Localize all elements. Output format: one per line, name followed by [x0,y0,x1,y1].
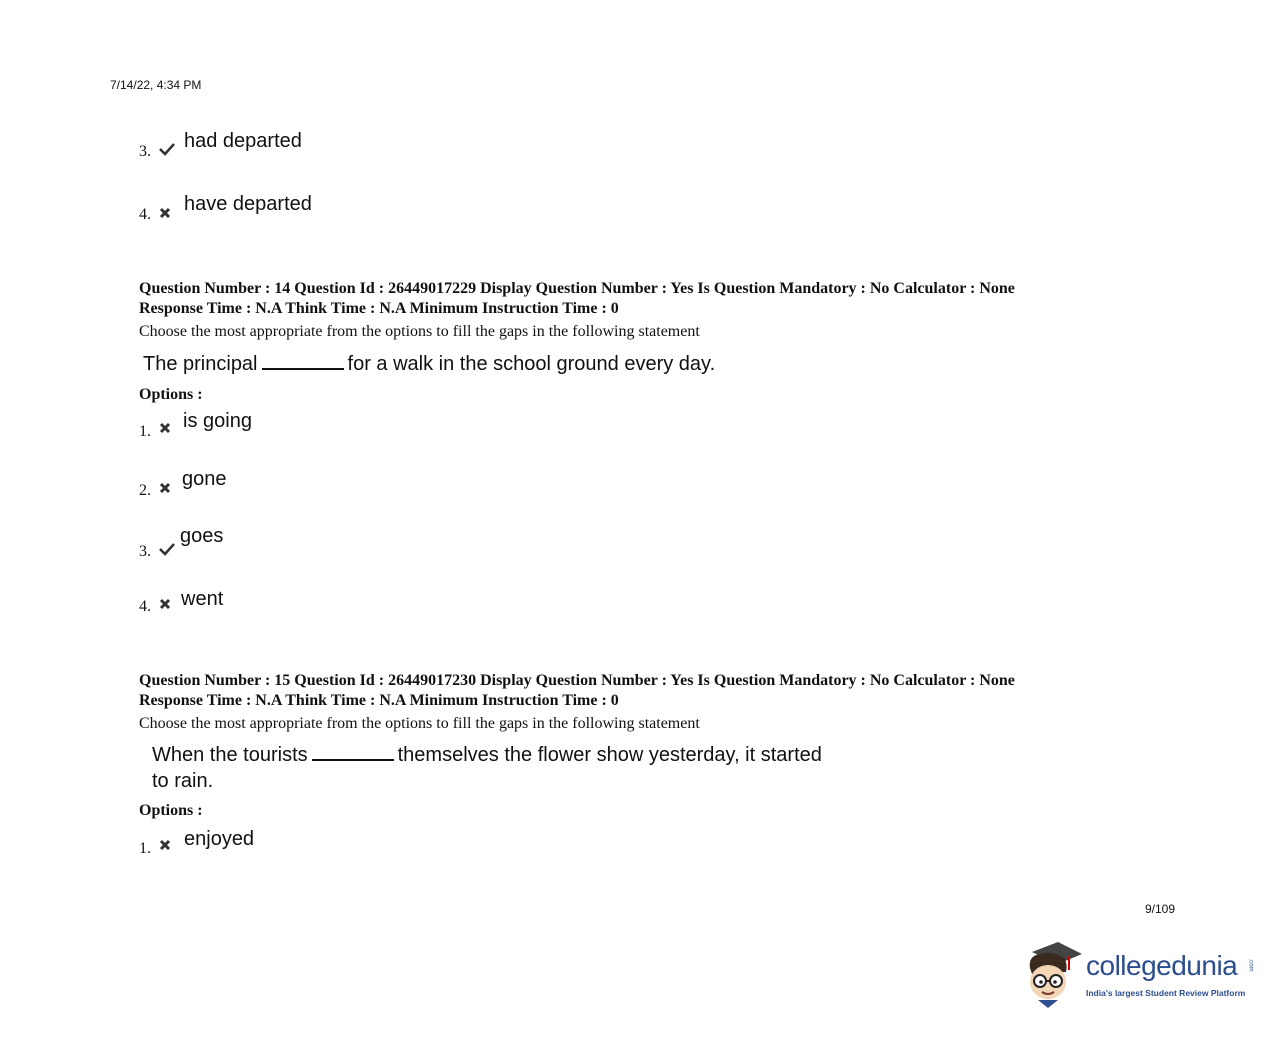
logo-suffix: .com [1247,958,1254,972]
cross-icon [159,207,175,223]
q14-options-label: Options : [139,386,203,403]
q15-meta-line2: Response Time : N.A Think Time : N.A Minimum Instruction Time : 0 [139,692,619,709]
option-text: enjoyed [184,828,255,850]
mascot-icon [1024,938,1084,1010]
option-number: 3. [139,143,151,160]
page-number: 9/109 [1145,902,1176,916]
option-number: 1. [139,840,151,857]
option-number: 1. [139,423,151,440]
option-text: went [181,588,224,610]
print-timestamp: 7/14/22, 4:34 PM [110,78,202,92]
option-number: 2. [139,482,151,499]
q15-stem-line2: to rain. [152,770,214,792]
q14-meta [139,279,1015,319]
option-number: 4. [139,206,151,223]
q14-stem [143,352,715,376]
option-text: is going [183,410,252,432]
option-number: 3. [139,543,151,560]
q14-blank [262,352,344,370]
q14-meta-line1: Question Number : 14 Question Id : 26449017229 Display Question Number : Yes Is Question Mandatory : No Calculator : None [139,280,1015,297]
collegedunia-logo [1024,938,1254,1010]
cross-icon [159,482,175,498]
q15-stem-before: When the tourists [152,744,308,766]
q15-options-label: Options : [139,802,203,819]
q14-stem-after: for a walk in the school ground every day. [347,353,716,375]
option-text: goes [180,525,224,547]
q15-meta [139,671,1015,711]
q15-stem [152,743,822,767]
q15-meta-line1: Question Number : 15 Question Id : 26449017230 Display Question Number : Yes Is Question Mandatory : No Calculator : None [139,672,1015,689]
q15-blank [312,743,394,761]
logo-tagline: India's largest Student Review Platform [1086,988,1246,998]
option-text: gone [182,468,227,490]
check-icon [159,542,175,558]
option-text: have departed [184,193,312,215]
q14-instruction: Choose the most appropriate from the options to fill the gaps in the following statement [139,323,700,340]
logo-brand: collegedunia [1086,950,1238,981]
q15-stem-after: themselves the flower show yesterday, it started [397,744,822,766]
q15-instruction: Choose the most appropriate from the options to fill the gaps in the following statement [139,715,700,732]
cross-icon [159,839,175,855]
option-text: had departed [184,130,302,152]
q14-meta-line2: Response Time : N.A Think Time : N.A Minimum Instruction Time : 0 [139,300,619,317]
cross-icon [159,598,175,614]
q14-stem-before: The principal [143,353,258,375]
check-icon [159,142,175,158]
cross-icon [159,422,175,438]
option-number: 4. [139,598,151,615]
